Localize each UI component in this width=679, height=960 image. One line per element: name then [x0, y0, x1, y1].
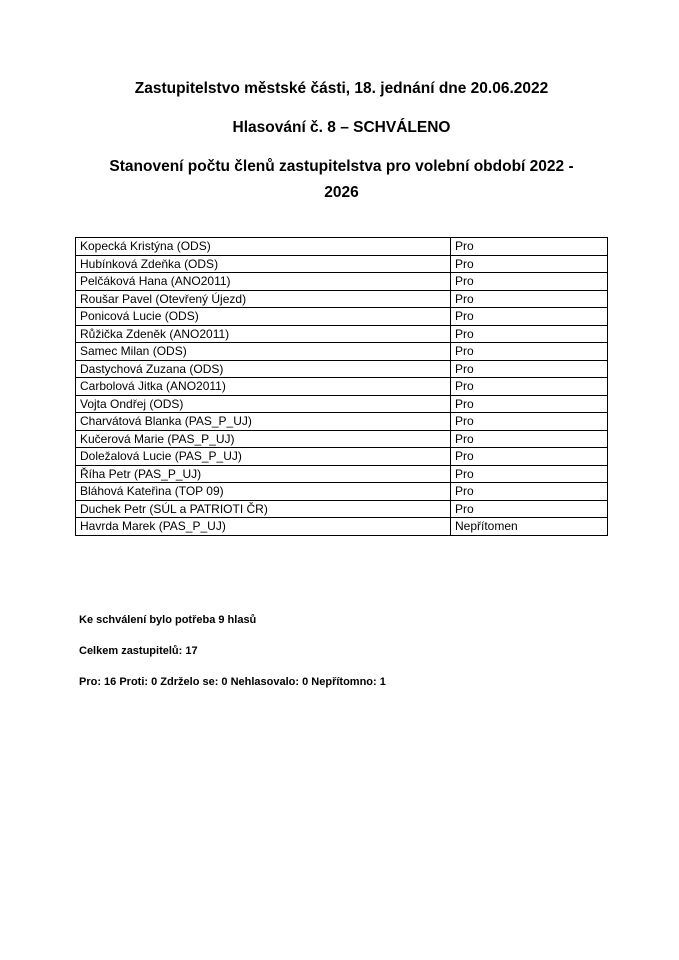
- member-name: Charvátová Blanka (PAS_P_UJ): [76, 413, 451, 431]
- vote-value: Pro: [451, 360, 608, 378]
- vote-value: Pro: [451, 500, 608, 518]
- vote-value: Pro: [451, 238, 608, 256]
- table-row: [76, 308, 608, 326]
- table-row: [76, 483, 608, 501]
- vote-value: Pro: [451, 395, 608, 413]
- member-name: Bláhová Kateřina (TOP 09): [76, 483, 451, 501]
- member-name: Pelčáková Hana (ANO2011): [76, 273, 451, 291]
- member-name: Duchek Petr (SÚL a PATRIOTI ČR): [76, 500, 451, 518]
- vote-value: Pro: [451, 255, 608, 273]
- required-votes-line: Ke schválení bylo potřeba 9 hlasů: [79, 613, 257, 626]
- result-counts-line: Pro: 16 Proti: 0 Zdrželo se: 0 Nehlasovalo: 0 Nepřítomno: 1: [79, 675, 386, 688]
- table-row: [76, 430, 608, 448]
- vote-result-heading: Hlasování č. 8 – SCHVÁLENO: [232, 119, 451, 136]
- member-name: Dastychová Zuzana (ODS): [76, 360, 451, 378]
- member-name: Říha Petr (PAS_P_UJ): [76, 465, 451, 483]
- member-name: Carbolová Jitka (ANO2011): [76, 378, 451, 396]
- vote-value: Pro: [451, 483, 608, 501]
- table-row: [76, 518, 608, 536]
- subject-heading: [75, 154, 608, 206]
- table-row: [76, 290, 608, 308]
- member-name: Růžička Zdeněk (ANO2011): [76, 325, 451, 343]
- table-row: [76, 255, 608, 273]
- member-name: Ponicová Lucie (ODS): [76, 308, 451, 326]
- member-name: Roušar Pavel (Otevřený Újezd): [76, 290, 451, 308]
- member-name: Hubínková Zdeňka (ODS): [76, 255, 451, 273]
- document-header: [75, 76, 608, 206]
- table-row: [76, 273, 608, 291]
- meeting-title: Zastupitelstvo městské části, 18. jednání dne 20.06.2022: [134, 80, 549, 97]
- vote-value: Pro: [451, 448, 608, 466]
- table-row: [76, 395, 608, 413]
- table-row: [76, 413, 608, 431]
- voting-table: [75, 237, 608, 536]
- table-row: [76, 465, 608, 483]
- table-row: [76, 360, 608, 378]
- member-name: Doležalová Lucie (PAS_P_UJ): [76, 448, 451, 466]
- vote-value: Nepřítomen: [451, 518, 608, 536]
- total-members-line: Celkem zastupitelů: 17: [79, 644, 198, 657]
- member-name: Vojta Ondřej (ODS): [76, 395, 451, 413]
- member-name: Kopecká Kristýna (ODS): [76, 238, 451, 256]
- vote-value: Pro: [451, 308, 608, 326]
- member-name: Kučerová Marie (PAS_P_UJ): [76, 430, 451, 448]
- vote-value: Pro: [451, 325, 608, 343]
- table-row: [76, 238, 608, 256]
- table-row: [76, 448, 608, 466]
- table-row: [76, 378, 608, 396]
- vote-value: Pro: [451, 378, 608, 396]
- vote-value: Pro: [451, 273, 608, 291]
- member-name: Havrda Marek (PAS_P_UJ): [76, 518, 451, 536]
- vote-value: Pro: [451, 413, 608, 431]
- table-row: [76, 343, 608, 361]
- vote-summary: [75, 613, 608, 689]
- vote-value: Pro: [451, 430, 608, 448]
- subject-line2: 2026: [324, 184, 359, 201]
- vote-value: Pro: [451, 290, 608, 308]
- vote-value: Pro: [451, 343, 608, 361]
- table-row: [76, 500, 608, 518]
- member-name: Samec Milan (ODS): [76, 343, 451, 361]
- table-row: [76, 325, 608, 343]
- subject-line1: Stanovení počtu členů zastupitelstva pro volební období 2022 -: [109, 158, 574, 175]
- voting-table-body: [76, 238, 608, 536]
- vote-value: Pro: [451, 465, 608, 483]
